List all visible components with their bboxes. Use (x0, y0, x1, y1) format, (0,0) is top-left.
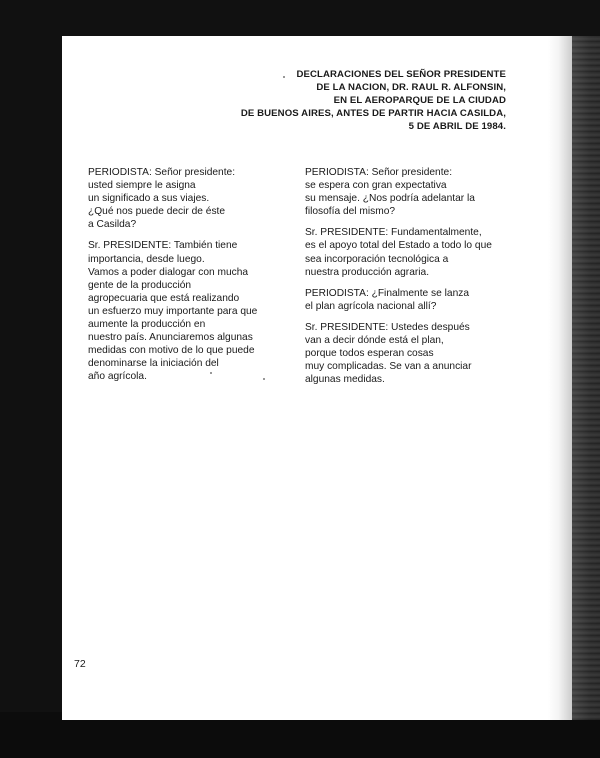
text-line: usted siempre le asigna (88, 180, 196, 192)
text-line: aumente la producción en (88, 319, 206, 331)
text-line: Sr. PRESIDENTE: También tiene (88, 240, 238, 252)
text-line: se espera con gran expectativa (305, 180, 447, 192)
interview-paragraph (305, 321, 515, 386)
header-line: 5 DE ABRIL DE 1984. (408, 121, 506, 132)
left-column (88, 166, 288, 392)
interview-paragraph (305, 226, 515, 278)
text-line: el plan agrícola nacional allí? (305, 300, 437, 312)
interview-paragraph (88, 239, 288, 383)
text-line: agropecuaria que está realizando (88, 292, 240, 304)
scan-border-right-strip (572, 36, 600, 736)
header-line: DE LA NACION, DR. RAUL R. ALFONSIN, (316, 82, 506, 93)
text-line: es el apoyo total del Estado a todo lo que (305, 240, 492, 252)
text-line: gente de la producción (88, 279, 192, 291)
scan-border-bottom (44, 720, 600, 758)
text-line: algunas medidas. (305, 374, 385, 386)
text-line: porque todos esperan cosas (305, 348, 434, 360)
text-line: sea incorporación tecnológica a (305, 253, 449, 265)
scan-border-top (0, 0, 600, 36)
text-line: importancia, desde luego. (88, 253, 205, 265)
text-line: nuestra producción agraria. (305, 266, 430, 278)
text-line: Sr. PRESIDENTE: Fundamentalmente, (305, 227, 482, 239)
text-line: a Casilda? (88, 219, 137, 231)
text-line: filosofía del mismo? (305, 206, 396, 218)
text-line: PERIODISTA: Señor presidente: (88, 167, 236, 178)
text-line: Vamos a poder dialogar con mucha (88, 266, 249, 278)
text-line: muy complicadas. Se van a anunciar (305, 361, 472, 373)
text-line: su mensaje. ¿Nos podría adelantar la (305, 193, 475, 205)
interview-paragraph (305, 287, 515, 313)
text-line: medidas con motivo de lo que puede (88, 345, 255, 357)
text-line: van a decir dónde está el plan, (305, 335, 444, 347)
page-number: 72 (74, 658, 86, 670)
right-column (305, 166, 515, 394)
text-line: un significado a sus viajes. (88, 193, 210, 205)
interview-paragraph (88, 166, 288, 231)
text-line: un esfuerzo muy importante para que (88, 305, 258, 317)
text-line: PERIODISTA: ¿Finalmente se lanza (305, 287, 469, 299)
interview-paragraph (305, 166, 515, 218)
scan-border-left (0, 0, 62, 758)
text-line: nuestro país. Anunciaremos algunas (88, 332, 253, 344)
header-line: EN EL AEROPARQUE DE LA CIUDAD (333, 95, 506, 106)
header-line: DE BUENOS AIRES, ANTES DE PARTIR HACIA CASILDA, (240, 108, 506, 119)
text-line: año agrícola. (88, 371, 147, 383)
document-header (210, 68, 506, 133)
text-line: ¿Qué nos puede decir de éste (88, 206, 226, 218)
text-line: PERIODISTA: Señor presidente: (305, 167, 453, 178)
text-line: Sr. PRESIDENTE: Ustedes después (305, 321, 470, 333)
text-line: denominarse la iniciación del (88, 358, 219, 370)
header-line: DECLARACIONES DEL SEÑOR PRESIDENTE (296, 69, 506, 80)
